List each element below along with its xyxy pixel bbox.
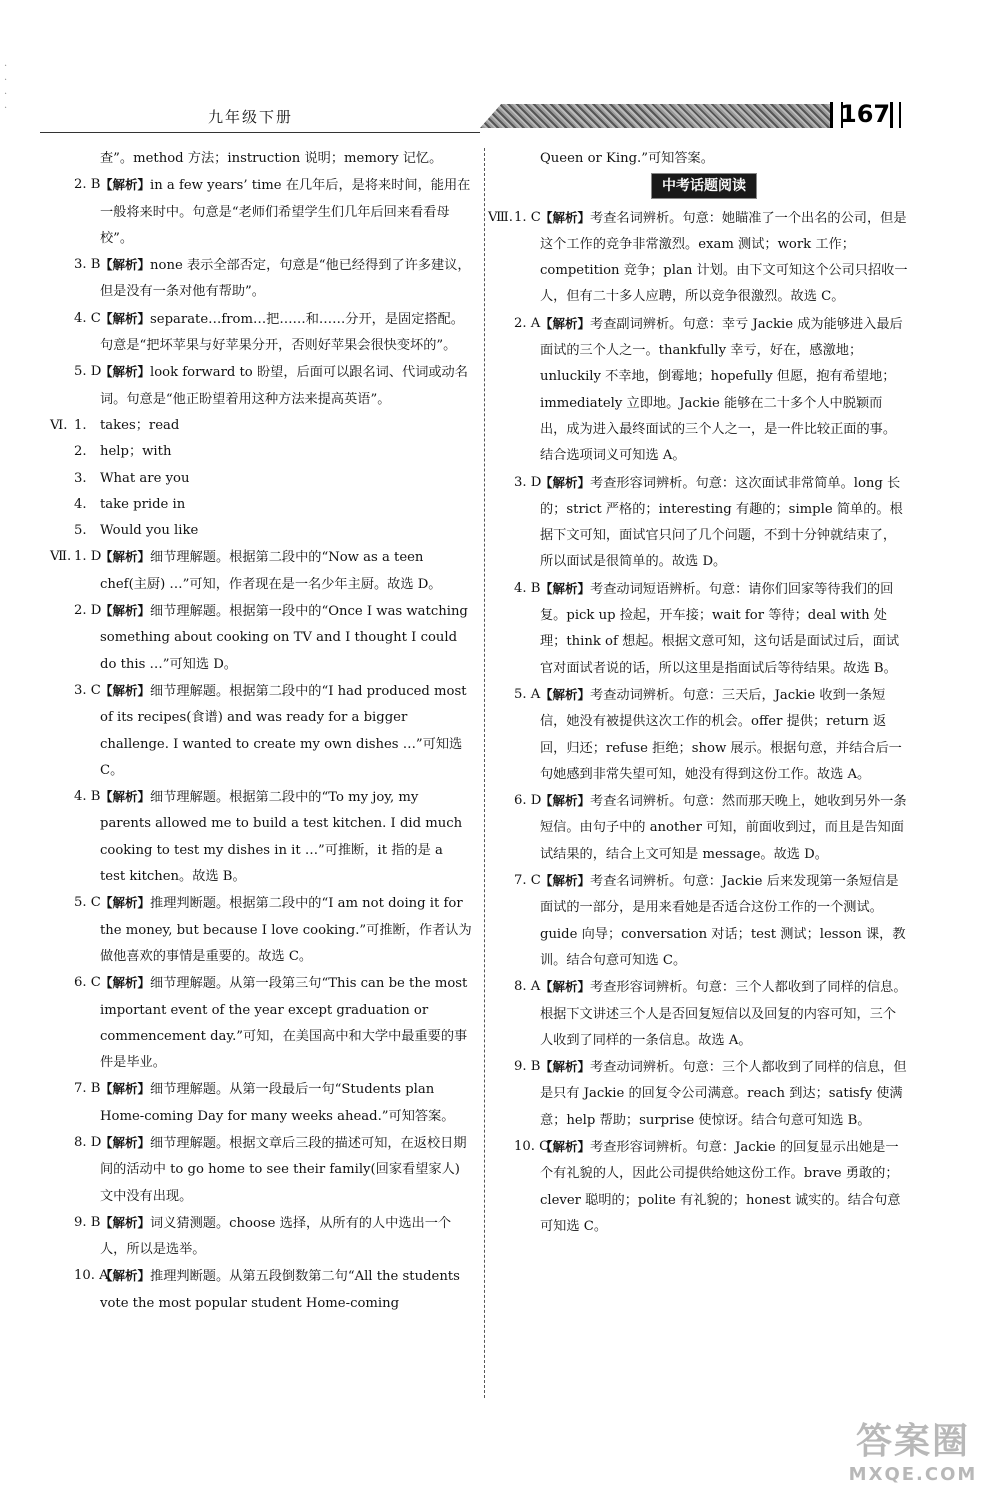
header-rule bbox=[40, 132, 480, 133]
answer-text: take pride in bbox=[100, 496, 186, 512]
analysis-tag: 【解析】 bbox=[100, 975, 151, 991]
section-numeral: Ⅷ. bbox=[488, 209, 513, 225]
question-number: 3. B bbox=[74, 257, 101, 273]
question-number: 3. bbox=[74, 470, 87, 486]
answer-item bbox=[56, 970, 472, 1076]
analysis-tag: 【解析】 bbox=[540, 315, 591, 331]
question-number: 9. B bbox=[514, 1059, 541, 1075]
answer-text: 细节理解题。根据文章后三段的描述可知，在返校日期间的活动中 to go home to see their family(回家看望家人)文中没有出现。 bbox=[100, 1135, 467, 1204]
answer-text: separate…from…把……和……分开，是固定搭配。句意是“把坏苹果与好苹果分开，否则好苹果会很快变坏的”。 bbox=[100, 311, 464, 354]
question-number: 7. C bbox=[514, 873, 541, 889]
question-number: 4. B bbox=[74, 789, 101, 805]
analysis-tag: 【解析】 bbox=[100, 789, 151, 805]
analysis-tag: 【解析】 bbox=[540, 873, 591, 889]
answer-text: 考查名词辨析。句意：她瞄准了一个出名的公司，但是这个工作的竞争非常激烈。exam 测试；work 工作；competition 竞争；plan 计划。由下文可知这个公司只招收一人，但有二十多人应聘，所以竞争很激烈。故选 C。 bbox=[540, 210, 908, 305]
answer-item bbox=[56, 172, 472, 252]
page-number: 167 bbox=[840, 100, 891, 128]
right-column bbox=[488, 146, 908, 1240]
analysis-tag: 【解析】 bbox=[540, 580, 591, 596]
analysis-tag: 【解析】 bbox=[100, 1268, 151, 1284]
question-number: 1. C bbox=[514, 209, 541, 225]
question-number: 10. A bbox=[74, 1268, 109, 1284]
answer-item bbox=[56, 890, 472, 970]
answer-text: 考查动词辨析。句意：三个人都收到了同样的信息，但是只有 Jackie 的回复令公司满意。reach 到达；satisfy 使满意；help 帮助；surprise 使惊讶。结合句意可知选 B。 bbox=[540, 1060, 907, 1128]
answer-text: none 表示全部否定，句意是“他已经得到了许多建议，但是没有一条对他有帮助”。 bbox=[100, 258, 471, 300]
analysis-tag: 【解析】 bbox=[540, 979, 591, 995]
answer-text: 考查动词辨析。句意：三天后，Jackie 收到一条短信，她没有被提供这次工作的机会。offer 提供；return 返回，归还；refuse 拒绝；show 展示。根据句意，并结合后一句她感到非常失望可知，她没有得到这份工作。故选 A。 bbox=[540, 687, 902, 782]
answer-item bbox=[500, 682, 908, 788]
answer-item bbox=[500, 1054, 908, 1134]
analysis-tag: 【解析】 bbox=[100, 603, 151, 619]
section-banner-label: 中考话题阅读 bbox=[652, 174, 756, 198]
answer-item bbox=[50, 413, 472, 439]
answer-text: 词义猜测题。choose 选择，从所有的人中选出一个人，所以是选举。 bbox=[100, 1215, 452, 1258]
analysis-tag: 【解析】 bbox=[100, 895, 151, 911]
question-number: 5. bbox=[74, 523, 87, 539]
section-numeral: Ⅵ. bbox=[50, 417, 68, 433]
analysis-tag: 【解析】 bbox=[100, 1081, 151, 1097]
answer-item bbox=[56, 518, 472, 544]
answer-text: 考查形容词辨析。句意：三个人都收到了同样的信息。根据下文讲述三个人是否回复短信以及回复的内容可知，三个人收到了同样的一条信息。故选 A。 bbox=[540, 980, 907, 1048]
answer-item bbox=[56, 598, 472, 678]
answer-item bbox=[500, 311, 908, 470]
analysis-tag: 【解析】 bbox=[100, 257, 151, 273]
answer-text: 考查形容词辨析。句意：这次面试非常简单。long 长的；strict 严格的；interesting 有趣的；simple 简单的。根据下文可知，面试官只问了几个问题，不到十分钟就结束了，所以面试是很简单的。故选 D。 bbox=[540, 475, 903, 570]
answer-item bbox=[56, 678, 472, 784]
continued-answer bbox=[500, 146, 908, 172]
column-divider bbox=[484, 148, 485, 1398]
answer-text: 细节理解题。根据第二段中的“Now as a teen chef(主厨) …”可知，作者现在是一名少年主厨。故选 D。 bbox=[100, 550, 442, 592]
answer-item bbox=[56, 1076, 472, 1130]
answer-item bbox=[56, 439, 472, 465]
answer-text: 细节理解题。从第一段第三句“This can be the most important event of the year except graduation or commencement day.”可知，在美国高中和大学中最重要的事件是毕业。 bbox=[100, 976, 468, 1071]
answer-text: 考查副词辨析。句意：幸亏 Jackie 成为能够进入最后面试的三个人之一。thankfully 幸亏，好在，感激地；unluckily 不幸地，倒霉地；hopefully 但愿，抱有希望地；immediately 立即地。Jackie 能够在二十多个人中脱颖而出，成为进入最终面试的三个人之一，是一件比较正面的事。结合选项词义可知选 A。 bbox=[540, 316, 903, 464]
answer-text: 推理判断题。根据第二段中的“I am not doing it for the money, but because I love cooking.”可推断，作者认为做他喜欢的事情是重要的。故选 C。 bbox=[100, 896, 472, 964]
answer-item bbox=[500, 788, 908, 868]
answer-text: 细节理解题。根据第二段中的“To my joy, my parents allowed me to build a test kitchen. I did much cooking to test my dishes in it …”可推断，it 指的是 a test kitchen。故选 B。 bbox=[100, 790, 463, 885]
analysis-tag: 【解析】 bbox=[100, 177, 151, 193]
question-number: 2. bbox=[74, 444, 87, 460]
watermark-logo bbox=[838, 1420, 988, 1490]
analysis-tag: 【解析】 bbox=[540, 793, 591, 809]
left-column bbox=[50, 146, 472, 1317]
analysis-tag: 【解析】 bbox=[100, 364, 151, 380]
answer-item bbox=[56, 1263, 472, 1317]
question-number: 4. B bbox=[514, 580, 541, 596]
analysis-tag: 【解析】 bbox=[540, 686, 591, 702]
answer-item bbox=[500, 868, 908, 974]
answer-text: 查”。method 方法；instruction 说明；memory 记忆。 bbox=[100, 151, 443, 166]
question-number: 4. bbox=[74, 496, 87, 512]
analysis-tag: 【解析】 bbox=[540, 1138, 591, 1154]
answer-item bbox=[56, 359, 472, 413]
analysis-tag: 【解析】 bbox=[100, 310, 151, 326]
analysis-tag: 【解析】 bbox=[540, 209, 591, 225]
answer-item bbox=[56, 306, 472, 360]
answer-text: 细节理解题。根据第二段中的“I had produced most of its recipes(食谱) and was ready for a bigger challenge. I wanted to create my own dishes …”可知选 C。 bbox=[100, 683, 467, 778]
watermark-small-text: MXQE.COM bbox=[848, 1464, 978, 1485]
answer-item bbox=[500, 470, 908, 576]
analysis-tag: 【解析】 bbox=[100, 549, 151, 565]
answer-item bbox=[56, 1130, 472, 1210]
answer-item bbox=[56, 1210, 472, 1264]
answer-text: 细节理解题。根据第一段中的“Once I was watching something about cooking on TV and I thought I could do this …”可知选 D。 bbox=[100, 604, 468, 672]
answer-item bbox=[500, 576, 908, 682]
answer-text: 考查形容词辨析。句意：Jackie 的回复显示出她是一个有礼貌的人，因此公司提供给她这份工作。brave 勇敢的；clever 聪明的；polite 有礼貌的；honest 诚实的。结合句意可知选 C。 bbox=[540, 1139, 901, 1234]
analysis-tag: 【解析】 bbox=[540, 474, 591, 490]
question-number: 8. A bbox=[514, 979, 541, 995]
answer-item bbox=[56, 466, 472, 492]
question-number: 6. C bbox=[74, 975, 101, 991]
answer-item bbox=[50, 544, 472, 598]
question-number: 5. D bbox=[74, 364, 102, 380]
section-banner bbox=[500, 174, 908, 200]
analysis-tag: 【解析】 bbox=[540, 1059, 591, 1075]
section-numeral: Ⅶ. bbox=[50, 549, 72, 565]
answer-item bbox=[56, 252, 472, 306]
analysis-tag: 【解析】 bbox=[100, 1214, 151, 1230]
question-number: 10. C bbox=[514, 1138, 550, 1154]
page-header bbox=[40, 98, 900, 138]
question-number: 4. C bbox=[74, 310, 101, 326]
answer-text: Would you like bbox=[100, 523, 199, 539]
question-number: 1. D bbox=[74, 549, 102, 565]
answer-item bbox=[56, 146, 472, 172]
header-decor-band bbox=[480, 104, 832, 128]
question-number: 3. D bbox=[514, 474, 542, 490]
question-number: 5. A bbox=[514, 686, 541, 702]
analysis-tag: 【解析】 bbox=[100, 1134, 151, 1150]
book-title: 九年级下册 bbox=[208, 108, 294, 126]
answer-text: in a few years’ time 在几年后，是将来时间，能用在一般将来时中。句意是“老师们希望学生们几年后回来看看母校”。 bbox=[100, 178, 471, 246]
watermark-big-text: 答案圈 bbox=[855, 1421, 970, 1462]
answer-item bbox=[488, 205, 908, 311]
answer-item bbox=[500, 1134, 908, 1240]
answer-item bbox=[56, 492, 472, 518]
question-number: 1. bbox=[74, 417, 87, 433]
question-number: 8. D bbox=[74, 1134, 102, 1150]
answer-text: 推理判断题。从第五段倒数第二句“All the students vote the most popular student Home-coming bbox=[100, 1269, 460, 1311]
question-number: 7. B bbox=[74, 1081, 101, 1097]
answer-item bbox=[500, 974, 908, 1054]
question-number: 6. D bbox=[514, 793, 542, 809]
question-number: 2. B bbox=[74, 177, 101, 193]
answer-text: takes；read bbox=[100, 417, 180, 433]
header-bar-right bbox=[890, 102, 901, 128]
answer-text: Queen or King.”可知答案。 bbox=[540, 151, 714, 166]
answer-text: 考查名词辨析。句意：Jackie 后来发现第一条短信是面试的一部分，是用来看她是否适合这份工作的一个测试。guide 向导；conversation 对话；test 测试；lesson 课，教训。结合句意可知选 C。 bbox=[540, 874, 906, 968]
question-number: 5. C bbox=[74, 895, 101, 911]
question-number: 3. C bbox=[74, 682, 101, 698]
question-number: 2. A bbox=[514, 315, 541, 331]
analysis-tag: 【解析】 bbox=[100, 682, 151, 698]
question-number: 9. B bbox=[74, 1214, 101, 1230]
answer-text: What are you bbox=[100, 470, 190, 486]
answer-item bbox=[56, 784, 472, 890]
answer-text: help；with bbox=[100, 444, 172, 460]
answer-text: 考查名词辨析。句意：然而那天晚上，她收到另外一条短信。由句子中的 another 可知，前面收到过，而且是告知面试结果的，结合上文可知是 message。故选 D。 bbox=[540, 794, 907, 862]
answer-text: 考查动词短语辨析。句意：请你们回家等待我们的回复。pick up 捡起，开车接；wait for 等待；deal with 处理；think of 想起。根据文意可知，这句话是面试过后，面试官对面试者说的话，所以这里是指面试后等待结果。故选 B。 bbox=[540, 581, 900, 676]
question-number: 2. D bbox=[74, 603, 102, 619]
answer-text: 细节理解题。从第一段最后一句“Students plan Home-coming Day for many weeks ahead.”可知答案。 bbox=[100, 1082, 455, 1124]
page-edge-marks: · · · · bbox=[4, 61, 8, 114]
answer-text: look forward to 盼望，后面可以跟名词、代词或动名词。句意是“他正盼望着用这种方法来提高英语”。 bbox=[100, 365, 468, 407]
